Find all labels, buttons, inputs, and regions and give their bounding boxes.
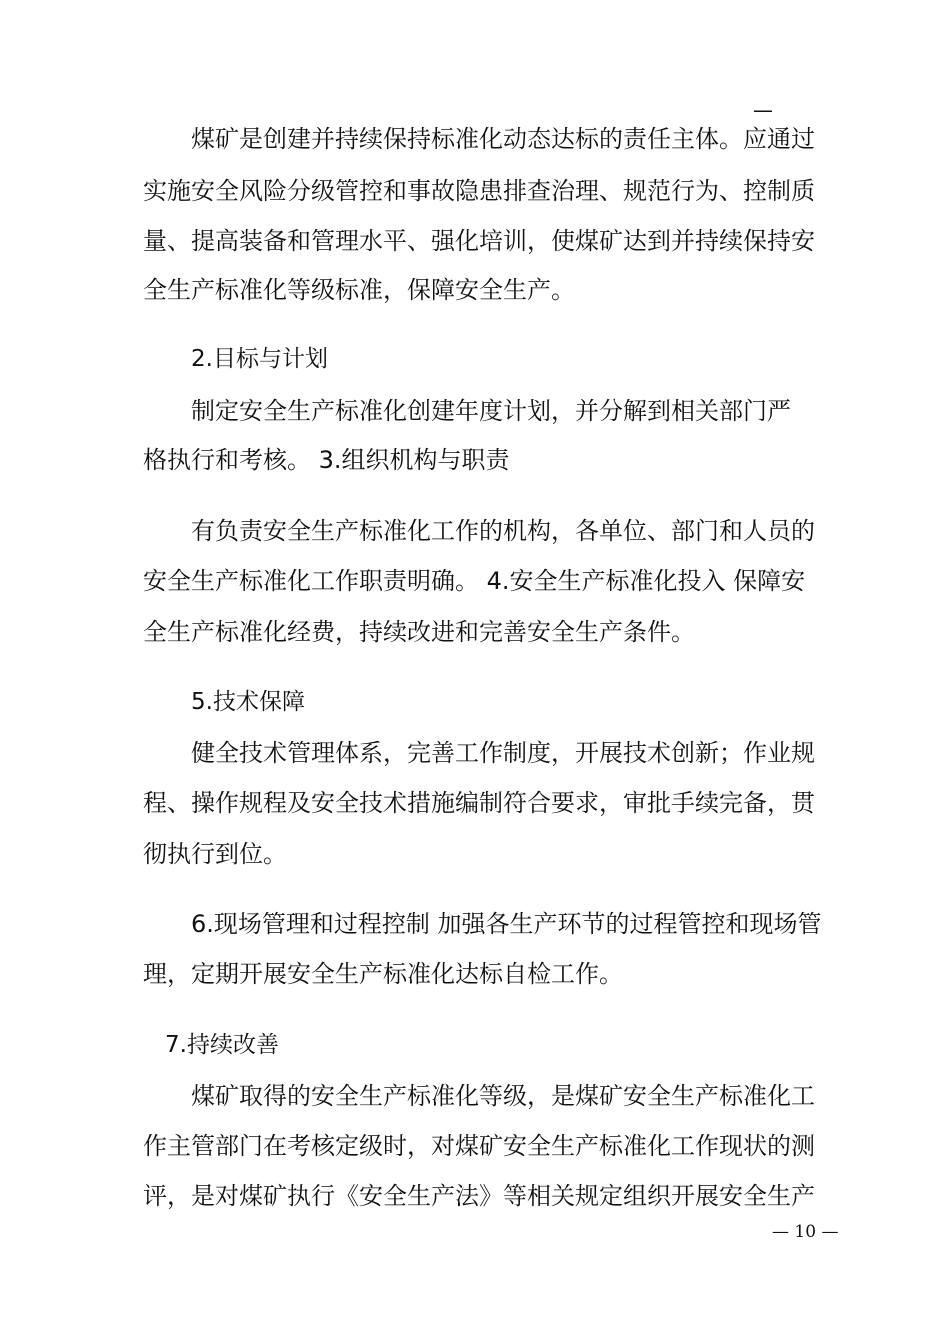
section-heading: 2.目标与计划 — [191, 346, 328, 372]
paragraph-line: 有负责安全生产标准化工作的机构，各单位、部门和人员的 — [191, 517, 815, 545]
paragraph-line: 理，定期开展安全生产标准化达标自检工作。 — [143, 960, 623, 988]
paragraph-line: 作主管部门在考核定级时，对煤矿安全生产标准化工作现状的测 — [143, 1132, 815, 1160]
section-heading: 7.持续改善 — [165, 1032, 279, 1058]
paragraph-line: 量、提高装备和管理水平、强化培训，使煤矿达到并持续保持安 — [143, 227, 815, 255]
paragraph-line: 彻执行到位。 — [143, 840, 287, 868]
paragraph-line: 煤矿是创建并持续保持标准化动态达标的责任主体。应通过 — [191, 125, 815, 153]
paragraph-line: 安全生产标准化工作职责明确。 4.安全生产标准化投入 保障安 — [143, 567, 806, 595]
paragraph-line: 评，是对煤矿执行《安全生产法》等相关规定组织开展安全生产 — [143, 1182, 815, 1210]
paragraph-line: 格执行和考核。 3.组织机构与职责 — [143, 446, 510, 474]
paragraph-line: 程、操作规程及安全技术措施编制符合要求，审批手续完备，贯 — [143, 789, 815, 817]
page-number: — 10 — — [772, 1222, 839, 1242]
paragraph-line: 6.现场管理和过程控制 加强各生产环节的过程管控和现场管 — [191, 910, 822, 938]
paragraph-line: 健全技术管理体系，完善工作制度，开展技术创新；作业规 — [191, 739, 815, 767]
paragraph-line: 制定安全生产标准化创建年度计划，并分解到相关部门严 — [191, 397, 791, 425]
paragraph-line: 全生产标准化经费，持续改进和完善安全生产条件。 — [143, 618, 695, 646]
paragraph-line: 实施安全风险分级管控和事故隐患排查治理、规范行为、控制质 — [143, 177, 815, 205]
paragraph-line: 煤矿取得的安全生产标准化等级，是煤矿安全生产标准化工 — [191, 1082, 815, 1110]
paragraph-line: 全生产标准化等级标准，保障安全生产。 — [143, 276, 575, 304]
top-dash-mark: — — [753, 98, 773, 122]
section-heading: 5.技术保障 — [191, 689, 305, 715]
